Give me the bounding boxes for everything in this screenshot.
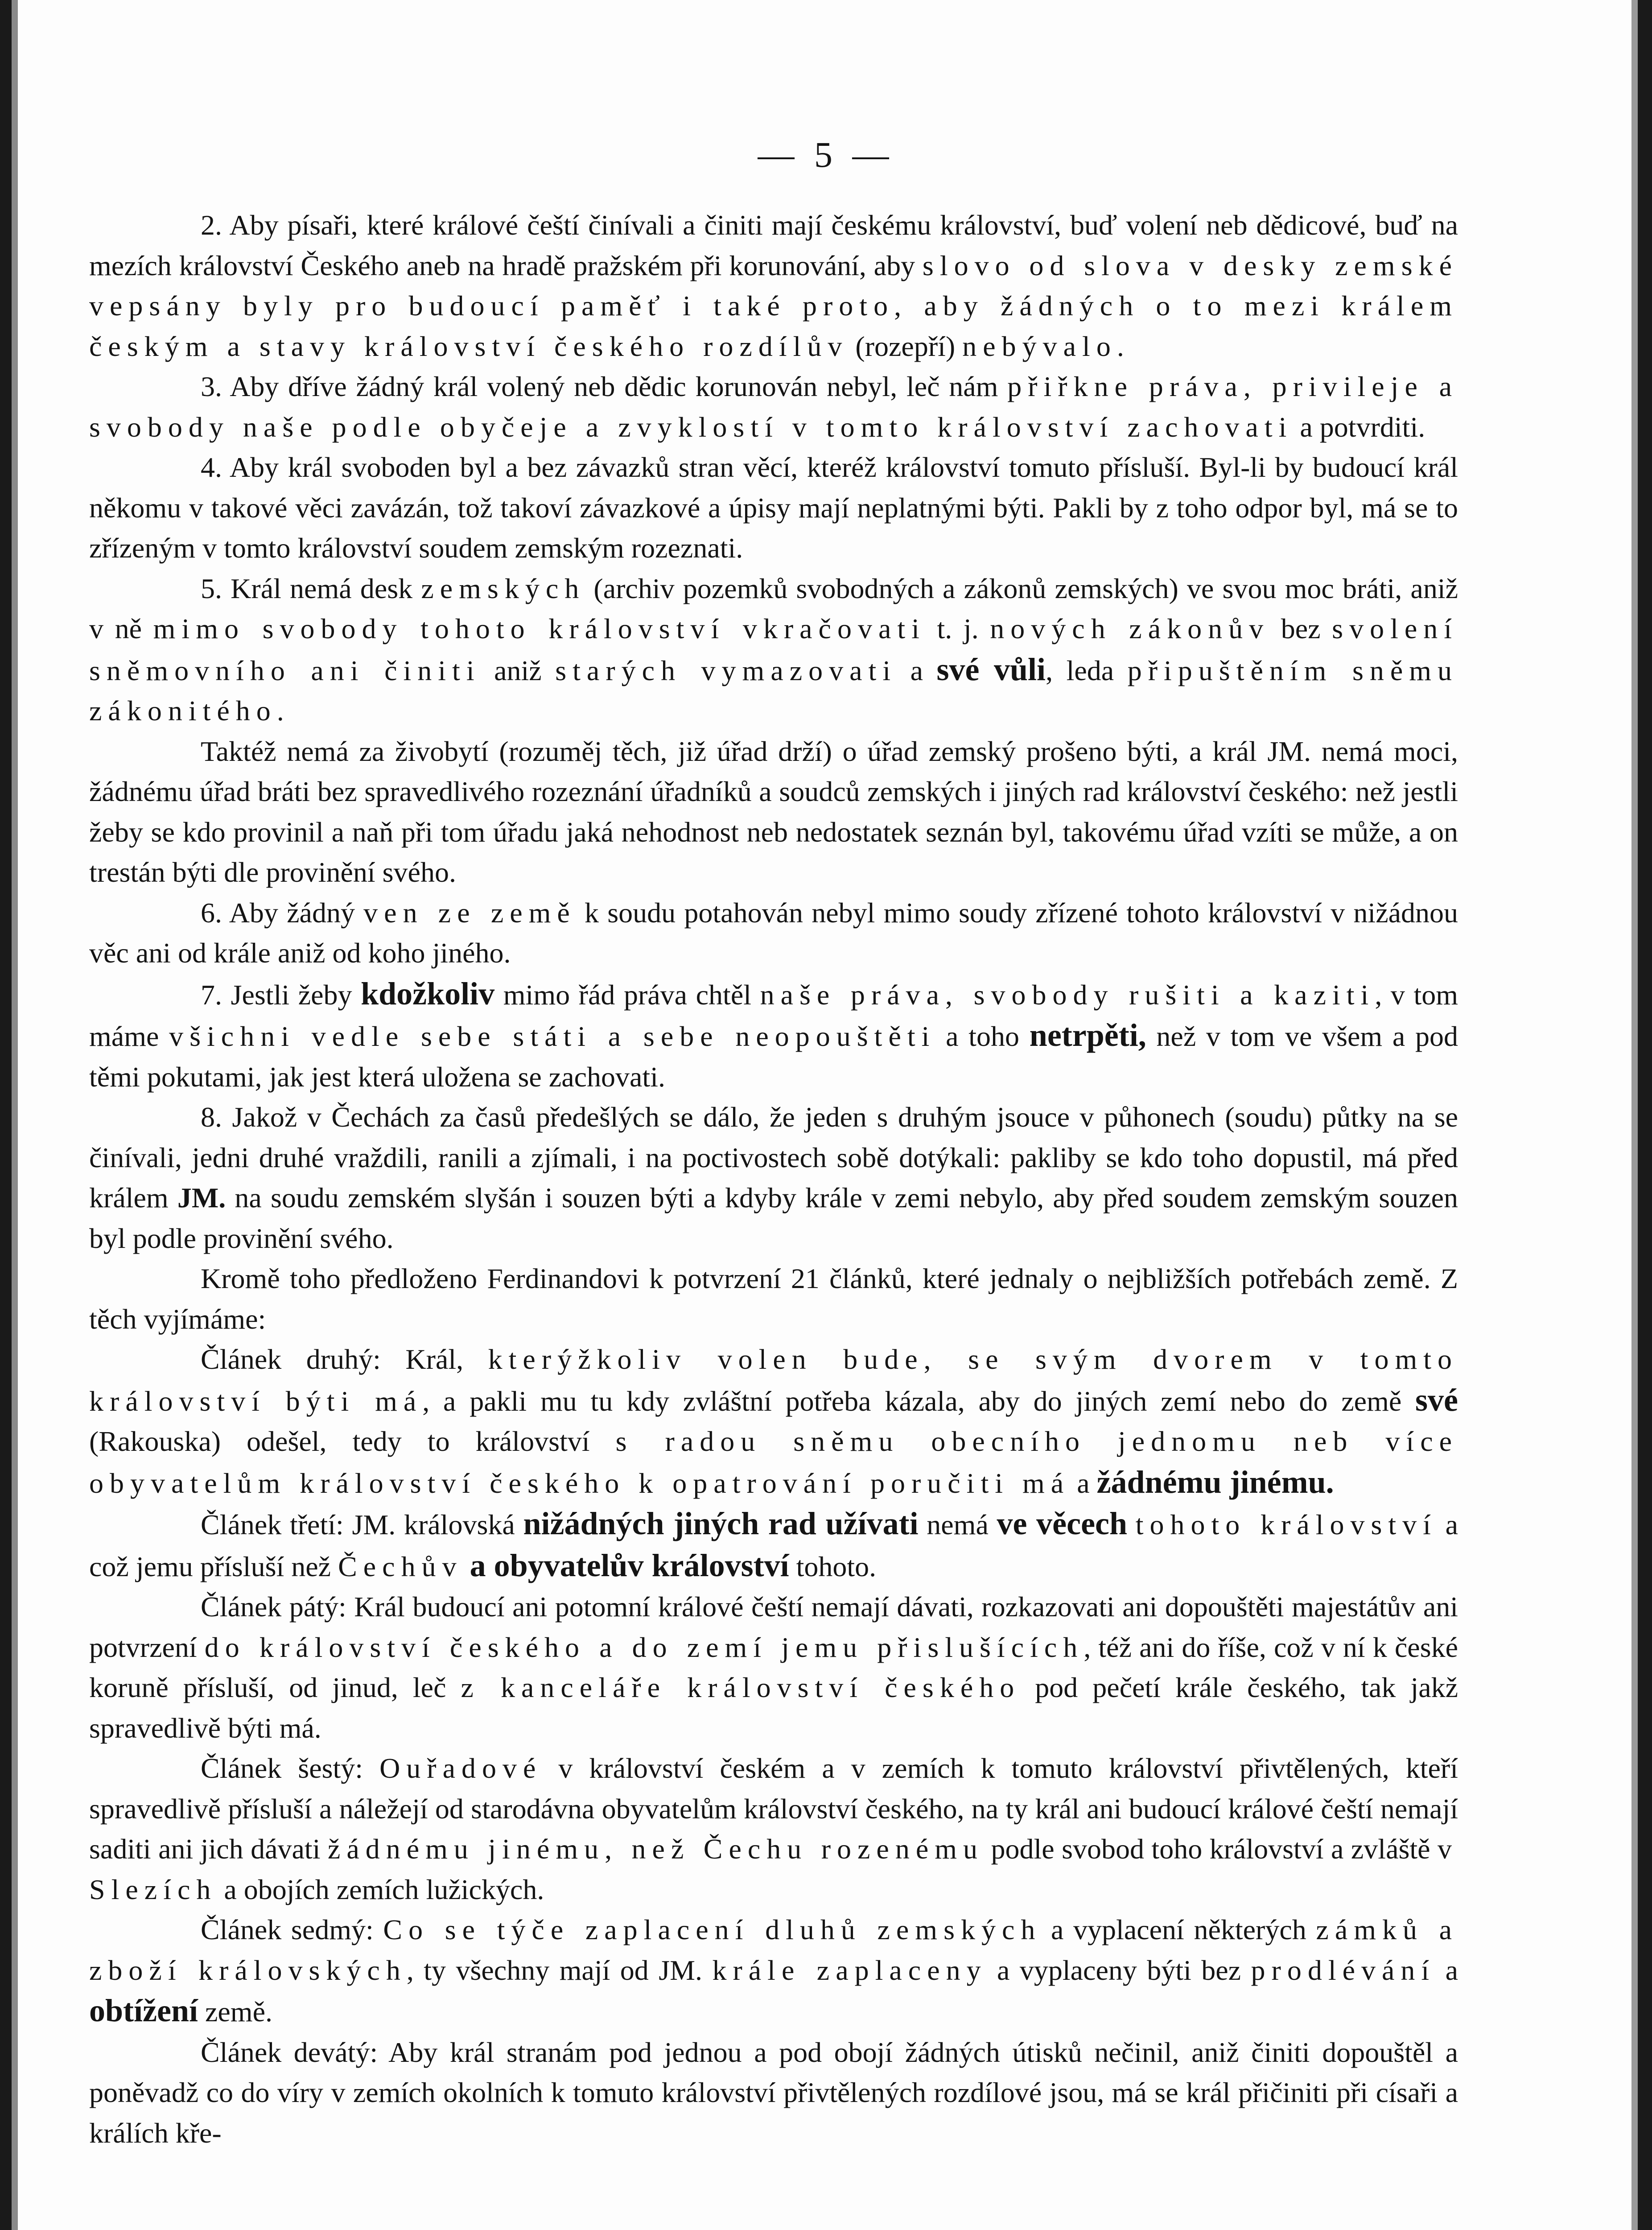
spaced-emphasis: Čechův — [338, 1550, 463, 1582]
text-run: než v tom ve všem a pod těmi pokutami, jak jest která uložena se zachovati. — [89, 1020, 1458, 1093]
large-bold-emphasis: netrpěti, — [1029, 1017, 1146, 1053]
text-run: 2. Aby písaři, které králové čeští činívali a činiti mají českému království, buď volení neb dědicové, buď na mezích království Českého aneb na hradě pražském při korunování, aby — [89, 209, 1458, 281]
paragraph-clanek-druhy — [89, 1339, 1458, 1503]
text-run — [1127, 1509, 1136, 1540]
page-number: — 5 — — [758, 134, 894, 175]
text-run: , ty všechny mají od JM. — [406, 1954, 713, 1986]
text-run: a — [897, 654, 937, 686]
spaced-emphasis: zemských — [421, 572, 585, 604]
text-run: pod pečetí krále českého, tak jakž spravedlivě býti má. — [89, 1672, 1458, 1744]
text-run: a — [1435, 1954, 1458, 1986]
spaced-emphasis: naše práva, svobody rušiti a kaziti — [760, 979, 1375, 1011]
paragraph-article-5 — [89, 569, 1458, 731]
text-run: t. j. — [925, 613, 990, 644]
text-run: 7. Jestli žeby — [201, 979, 361, 1011]
spaced-emphasis: Co se týče zaplacení dluhů zemských — [383, 1914, 1042, 1945]
text-run: podle svobod toho království a zvláště — [984, 1833, 1438, 1865]
spaced-emphasis: nových zákonův — [990, 613, 1270, 644]
text-run — [463, 1551, 470, 1582]
paragraph-clanek-treti — [89, 1503, 1458, 1587]
text-run: , leda — [1046, 654, 1128, 686]
large-bold-emphasis: své — [1415, 1382, 1458, 1418]
text-run: 5. Král nemá desk — [201, 572, 421, 604]
paragraph-clanek-devaty — [89, 2032, 1458, 2154]
paragraph-article-3 — [89, 367, 1458, 447]
spaced-emphasis: svolení sněmovního ani činiti — [89, 613, 1458, 686]
text-run: tohoto. — [789, 1550, 877, 1582]
spaced-emphasis: slovo od slova v desky zemské vepsány byly pro budoucí paměť i také proto, aby žádných o to mezi králem českým a stavy království českého rozdílův — [89, 249, 1458, 362]
large-bold-emphasis: nižádných jiných rad užívati — [523, 1506, 919, 1541]
spaced-emphasis: všichni vedle sebe státi a sebe neopouštěti — [169, 1020, 936, 1052]
text-run: 8. Jakož v Čechách za časů předešlých se dálo, že jeden s druhým jsouce v půhonech (soudu) půtky na se činívali, jedni druhé vraždili, ranili a zjímali, i na poctivostech sobě dotýkali: pakliby se kdo toho dopustil, má před králem — [89, 1101, 1458, 1214]
spaced-emphasis: kterýžkoliv volen bude, se svým dvorem v tomto království býti má — [89, 1343, 1458, 1417]
paragraph-article-2 — [89, 205, 1458, 367]
text-run: , v tom máme — [89, 979, 1458, 1052]
paragraph-clanek-sesty — [89, 1748, 1458, 1910]
text-run: a toho — [935, 1020, 1030, 1052]
paragraph-offices — [89, 731, 1458, 893]
text-run: Článek pátý: Král budoucí ani potomní králové čeští nemají dávati, rozkazovati ani dopouštěti majestátův ani potvrzení — [89, 1591, 1458, 1663]
paragraph-article-8 — [89, 1097, 1458, 1259]
text-run: Článek šestý: — [201, 1752, 380, 1784]
spaced-emphasis: připuštěním sněmu zákonitého. — [89, 654, 1458, 727]
large-bold-emphasis: obtížení — [89, 1993, 198, 2028]
spaced-emphasis: tohoto království — [1135, 1509, 1437, 1540]
text-run: Článek třetí: JM. královská — [201, 1509, 523, 1540]
large-bold-emphasis: a obyvatelův království — [470, 1547, 789, 1583]
spaced-emphasis: z kanceláře království českého — [461, 1672, 1021, 1703]
scan-edge-right-shadow — [1631, 0, 1638, 2230]
paragraph-clanek-paty — [89, 1587, 1458, 1748]
text-run: (Rakouska) odešel, tedy to království — [89, 1425, 616, 1457]
large-bold-emphasis: své vůli — [936, 651, 1046, 687]
text-run: aniž — [480, 654, 556, 686]
spaced-emphasis: přiřkne práva, privileje a svobody naše podle obyčeje a zvyklostí v tomto království zachovati — [89, 371, 1458, 443]
spaced-emphasis: do království českého a do zemí jemu přislušících — [204, 1631, 1084, 1663]
spaced-emphasis: prodlévání — [1251, 1954, 1436, 1986]
text-run: a obojích zemích lužických. — [217, 1873, 544, 1905]
paragraph-article-7 — [89, 974, 1458, 1098]
paragraph-article-4 — [89, 447, 1458, 569]
text-run: , a pakli mu tu kdy zvláštní potřeba kázala, aby do jiných zemí nebo do země — [422, 1385, 1416, 1417]
text-run: a vyplaceny býti bez — [987, 1954, 1251, 1986]
text-run: mimo řád práva chtěl — [494, 979, 760, 1011]
spaced-emphasis: v Slezích — [89, 1833, 1458, 1905]
scan-edge-left — [0, 0, 12, 2230]
large-bold-emphasis: kdožkoliv — [361, 975, 495, 1012]
text-run: 4. Aby král svoboden byl a bez závazků stran věcí, kteréž království tomuto přísluší. Byl-li by budoucí král někomu v takové věci zavázán, tož takoví závazkové a úpisy mají neplatnými býti. Pakli by z toho odpor byl, má se to zřízeným v tomto království soudem zemským rozeznati. — [89, 451, 1458, 564]
text-run: , též ani do říše, což v ní k české koruně přísluší, od jinud, leč — [89, 1631, 1458, 1703]
text-run: Článek sedmý: — [201, 1914, 383, 1945]
scan-edge-right — [1638, 0, 1652, 2230]
text-run: Článek druhý: Král, — [201, 1343, 488, 1375]
text-run: 3. Aby dříve žádný král volený neb dědic korunován nebyl, leč nám — [201, 371, 1008, 402]
spaced-emphasis: krále zaplaceny — [712, 1954, 987, 1986]
large-bold-emphasis: ve věcech — [997, 1506, 1128, 1541]
text-run: Článek devátý: Aby král stranám pod jednou a pod obojí žádných útisků nečinil, aniž činiti dopouštěl a poněvadž co do víry v zemích okolních k tomuto království přivtělených rozdílové jsou, má se král přičiniti při císaři a králích kře- — [89, 2036, 1458, 2149]
text-run: a — [1070, 1467, 1097, 1499]
text-run: bez — [1269, 613, 1332, 644]
text-run: nemá — [918, 1509, 997, 1540]
spaced-emphasis: Ouřadové — [379, 1752, 542, 1784]
paragraph-clanek-sedmy — [89, 1910, 1458, 2032]
body-text — [89, 205, 1458, 2153]
spaced-emphasis: nebývalo. — [962, 330, 1130, 362]
text-run: a což jemu přísluší než — [89, 1509, 1458, 1582]
paragraph-article-6 — [89, 893, 1458, 974]
text-run: Kromě toho předloženo Ferdinandovi k potvrzení 21 článků, které jednaly o nejbližších potřebách země. Z těch vyjímáme: — [89, 1263, 1458, 1335]
text-run: 6. Aby žádný — [201, 896, 364, 929]
spaced-emphasis: žádnému jinému, než Čechu rozenému — [327, 1833, 984, 1865]
bold-emphasis: JM. — [177, 1182, 226, 1214]
text-run: (archiv pozemků svobodných a zákonů zemských) ve svou moc bráti, aniž v ně — [89, 572, 1458, 644]
text-run: na soudu zemském slyšán i souzen býti a kdyby krále v zemi nebylo, aby před soudem zemským souzen byl podle provinění svého. — [89, 1182, 1458, 1254]
large-bold-emphasis: žádnému jinému. — [1096, 1464, 1334, 1500]
text-run: a potvrditi. — [1293, 411, 1425, 443]
text-run: (rozepří) — [848, 330, 963, 362]
text-run: a vyplacení některých — [1041, 1914, 1316, 1945]
scan-edge-left-shadow — [12, 0, 18, 2230]
paragraph-21-articles — [89, 1259, 1458, 1339]
text-run: země. — [198, 1996, 272, 2028]
spaced-emphasis: starých vymazovati — [555, 654, 897, 686]
text-run: v království českém a v zemích k tomuto království přivtělených, kteří spravedlivě přísluší a náležejí od starodávna obyvatelům království českého, na ty král ani budoucí králové čeští nemají saditi ani jich dávati — [89, 1752, 1458, 1865]
spaced-emphasis: ven ze země — [363, 896, 576, 929]
spaced-emphasis: zámků a zboží královských — [89, 1914, 1458, 1986]
text-run: Taktéž nemá za živobytí (rozuměj těch, již úřad drží) o úřad zemský prošeno býti, a král JM. nemá moci, žádnému úřad bráti bez spravedlivého rozeznání úřadníků a soudců zemských i jiných rad království českého: než jestli žeby se kdo provinil a naň při tom úřadu jaká nehodnost neb nedostatek seznán byl, takovému úřad vzíti se může, a on trestán býti dle provinění svého. — [89, 735, 1458, 888]
spaced-emphasis: s radou sněmu obecního jednomu neb více obyvatelům království českého k opatrování poručiti má — [89, 1425, 1458, 1499]
text-run: k soudu potahován nebyl mimo soudy zřízené tohoto království v nižádnou věc ani od krále aniž od koho jiného. — [89, 896, 1458, 969]
spaced-emphasis: mimo svobody tohoto království vkračovati — [153, 613, 926, 644]
